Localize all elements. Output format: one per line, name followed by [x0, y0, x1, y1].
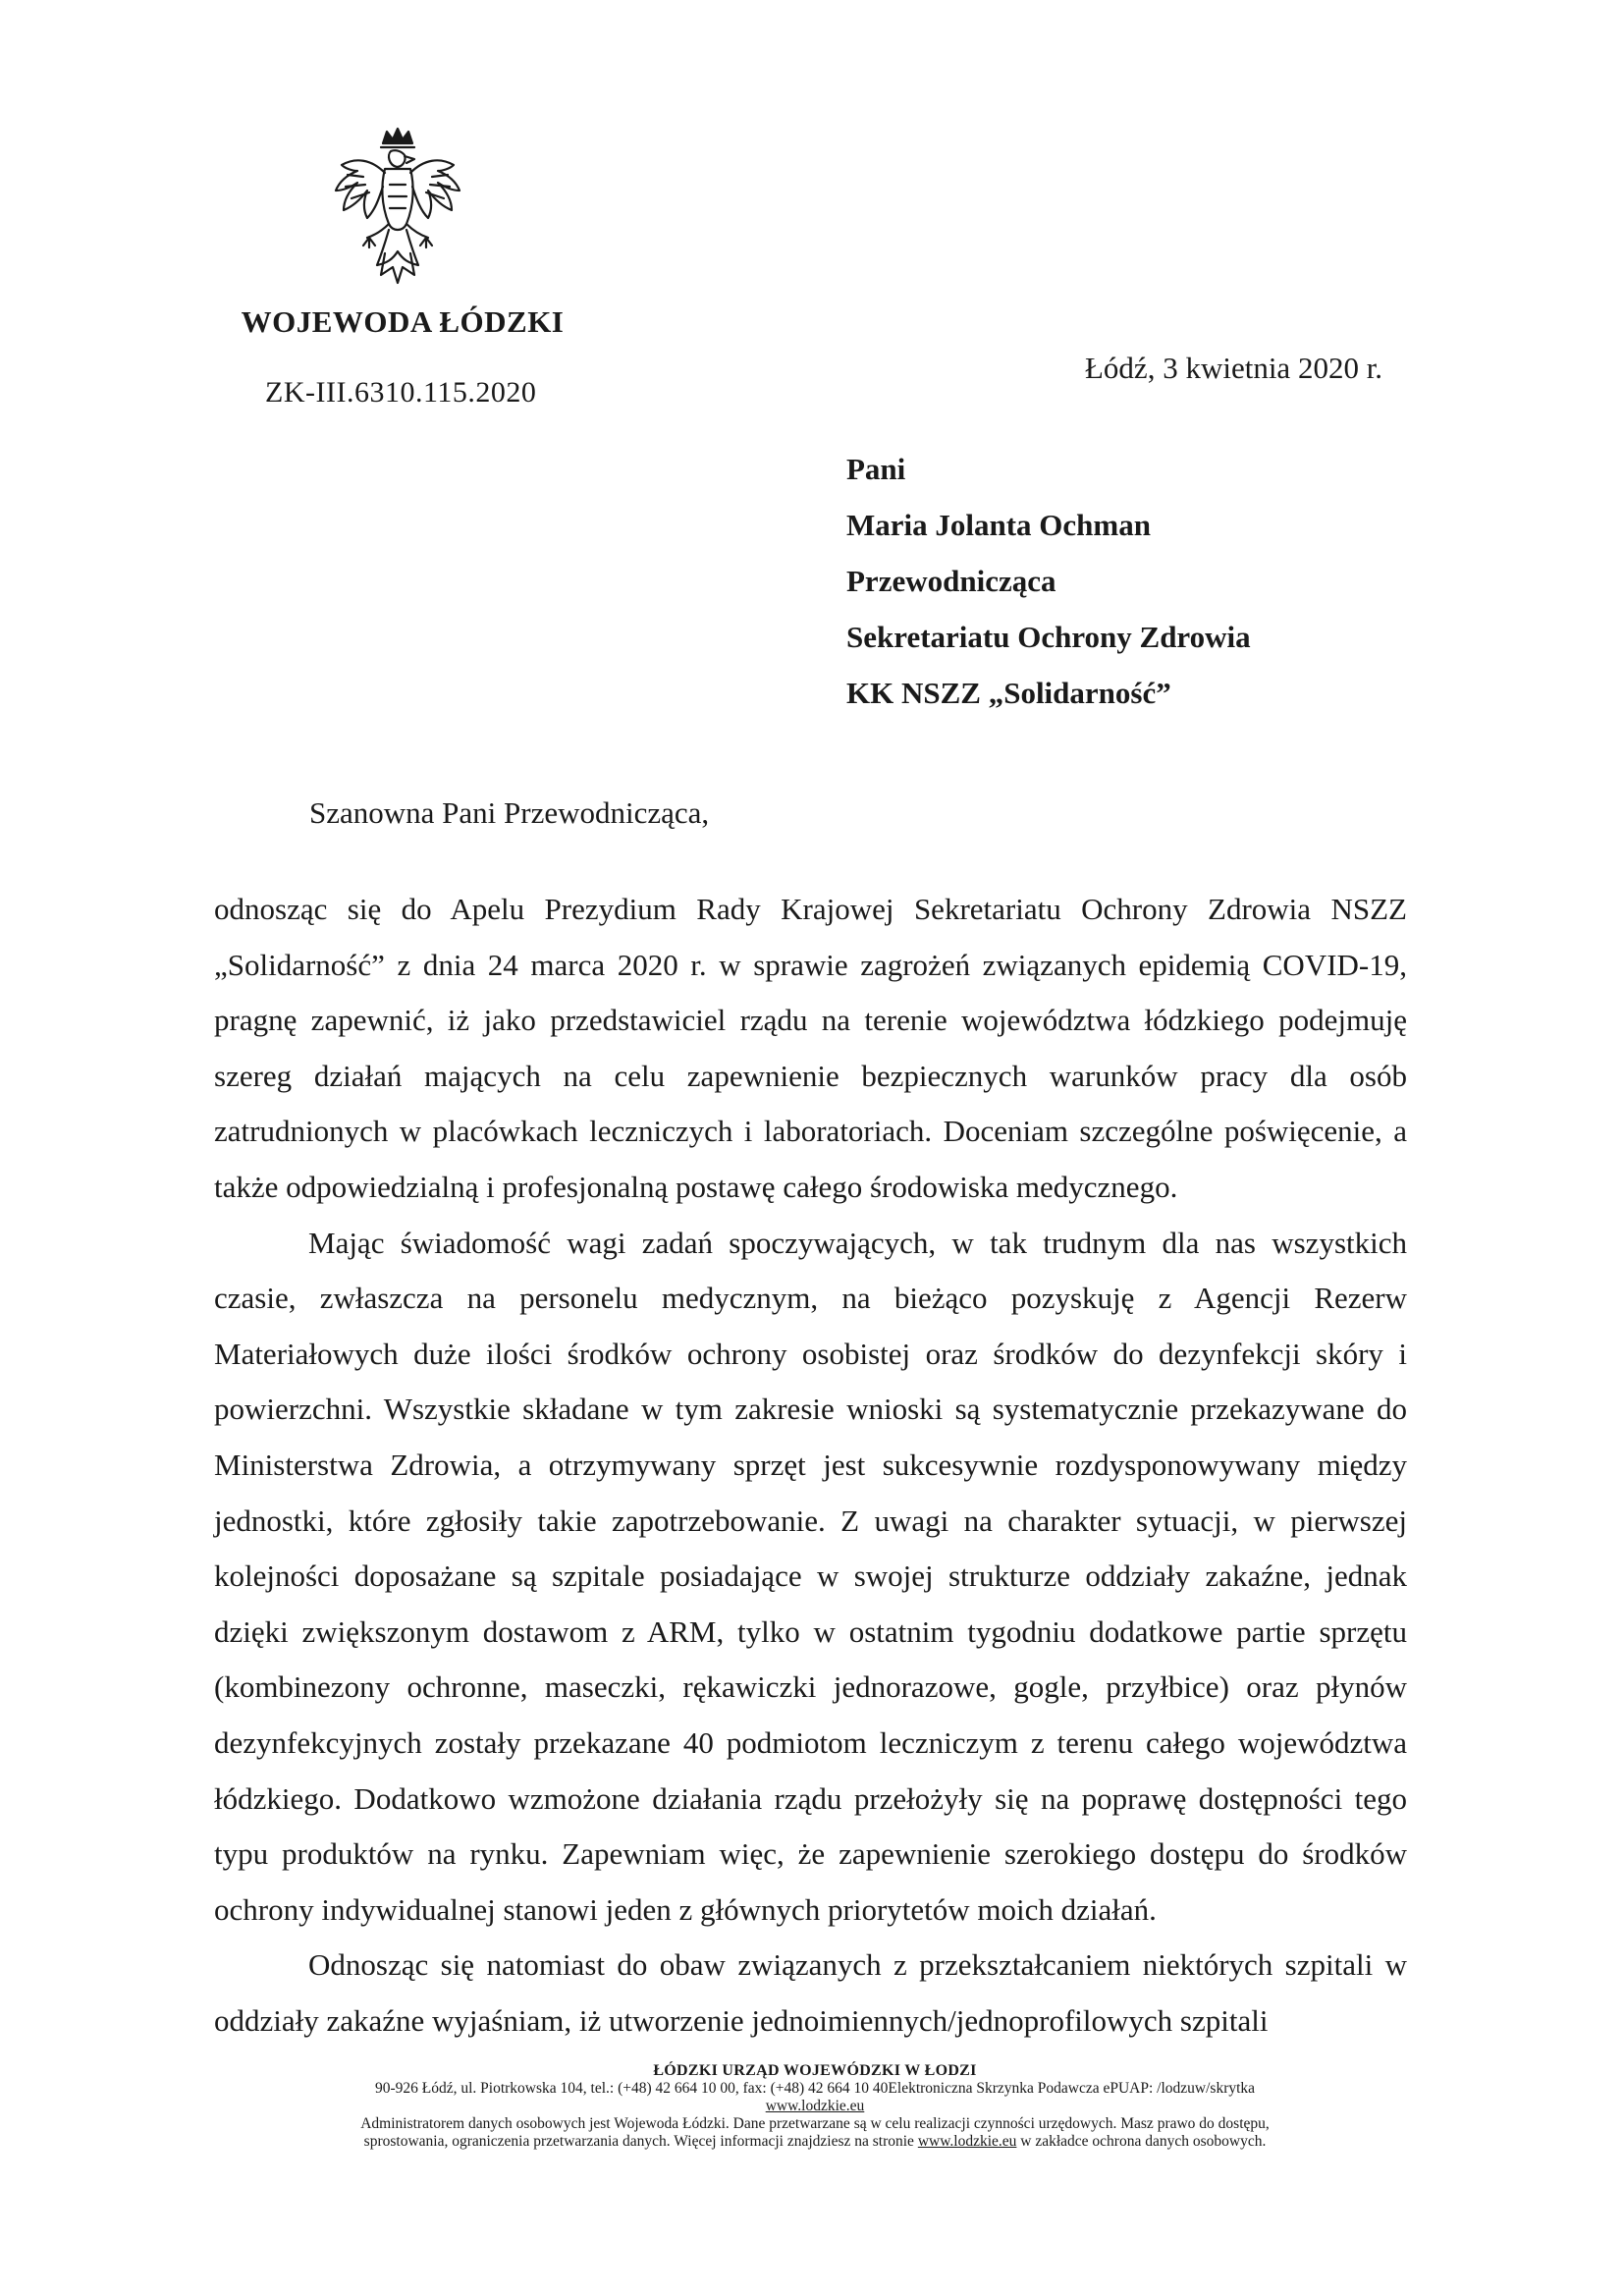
footer-privacy-line-2	[236, 2133, 1394, 2151]
footer-privacy-link[interactable]: www.lodzkie.eu	[917, 2133, 1017, 2150]
issuing-authority: WOJEWODA ŁÓDZKI	[241, 304, 565, 339]
addressee-line: Przewodnicząca	[846, 564, 1056, 598]
footer-website-link[interactable]: www.lodzkie.eu	[765, 2098, 865, 2114]
paragraph: Mając świadomość wagi zadań spoczywających, w tak trudnym dla nas wszystkich czasie, zwłaszcza na personelu medycznym, na bieżąco pozyskuję z Agencji Rezerw Materiałowych duże ilości środków ochrony osobistej oraz środków do dezynfekcji skóry i powierzchni. Wszystkie składane w tym zakresie wnioski są systematycznie przekazywane do Ministerstwa Zdrowia, a otrzymywany sprzęt jest sukcesywnie rozdysponowywany między jednostki, które zgłosiły takie zapotrzebowanie. Z uwagi na charakter sytuacji, w pierwszej kolejności doposażane są szpitale posiadające w swojej strukturze oddziały zakaźne, jednak dzięki zwiększonym dostawom z ARM, tylko w ostatnim tygodniu dodatkowe partie sprzętu (kombinezony ochronne, maseczki, rękawiczki jednorazowe, gogle, przyłbice) oraz płynów dezynfekcyjnych zostały przekazane 40 podmiotom leczniczym z terenu całego województwa łódzkiego. Dodatkowo wzmożone działania rządu przełożyły się na poprawę dostępności tego typu produktów na rynku. Zapewniam więc, że zapewnienie szerokiego dostępu do środków ochrony indywidualnej stanowi jeden z głównych priorytetów moich działań.	[214, 1225, 1407, 1927]
letter-body	[214, 882, 1407, 2049]
addressee-name: Maria Jolanta Ochman	[846, 508, 1151, 542]
footer-privacy-text: sprostowania, ograniczenia przetwarzania danych. Więcej informacji znajdziesz na stronie	[363, 2133, 918, 2150]
footer-contact-line: 90-926 Łódź, ul. Piotrkowska 104, tel.: (+48) 42 664 10 00, fax: (+48) 42 664 10 40Elektroniczna Skrzynka Podawcza ePUAP: /lodzuw/skrytka	[374, 2080, 1256, 2097]
reference-number: ZK-III.6310.115.2020	[265, 376, 537, 409]
page-footer	[236, 2062, 1394, 2151]
addressee-line: Pani	[846, 452, 906, 486]
salutation: Szanowna Pani Przewodnicząca,	[309, 795, 710, 830]
addressee-block	[846, 450, 1251, 730]
footer-privacy-line: Administratorem danych osobowych jest Wojewoda Łódzki. Dane przetwarzane są w celu realizacji czynności urzędowych. Masz prawo do dostępu,	[360, 2115, 1270, 2132]
place-and-date: Łódź, 3 kwietnia 2020 r.	[1085, 351, 1383, 385]
paragraph: odnosząc się do Apelu Prezydium Rady Krajowej Sekretariatu Ochrony Zdrowia NSZZ „Solidarność” z dnia 24 marca 2020 r. w sprawie zagrożeń związanych epidemią COVID-19, pragnę zapewnić, iż jako przedstawiciel rządu na terenie województwa łódzkiego podejmuję szereg działań mających na celu zapewnienie bezpiecznych warunków pracy dla osób zatrudnionych w placówkach leczniczych i laboratoriach. Doceniam szczególne poświęcenie, a także odpowiedzialną i profesjonalną postawę całego środowiska medycznego.	[214, 892, 1407, 1204]
paragraph: Odnosząc się natomiast do obaw związanych z przekształcaniem niektórych szpitali w oddziały zakaźne wyjaśniam, iż utworzenie jednoimiennych/jednoprofilowych szpitali	[214, 1947, 1407, 2038]
addressee-line: Sekretariatu Ochrony Zdrowia	[846, 620, 1251, 654]
footer-office-name: ŁÓDZKI URZĄD WOJEWÓDZKI W ŁODZI	[653, 2062, 977, 2079]
addressee-line: KK NSZZ „Solidarność”	[846, 676, 1171, 710]
footer-privacy-text: w zakładce ochrona danych osobowych.	[1016, 2133, 1267, 2150]
polish-eagle-emblem-icon	[324, 126, 471, 293]
